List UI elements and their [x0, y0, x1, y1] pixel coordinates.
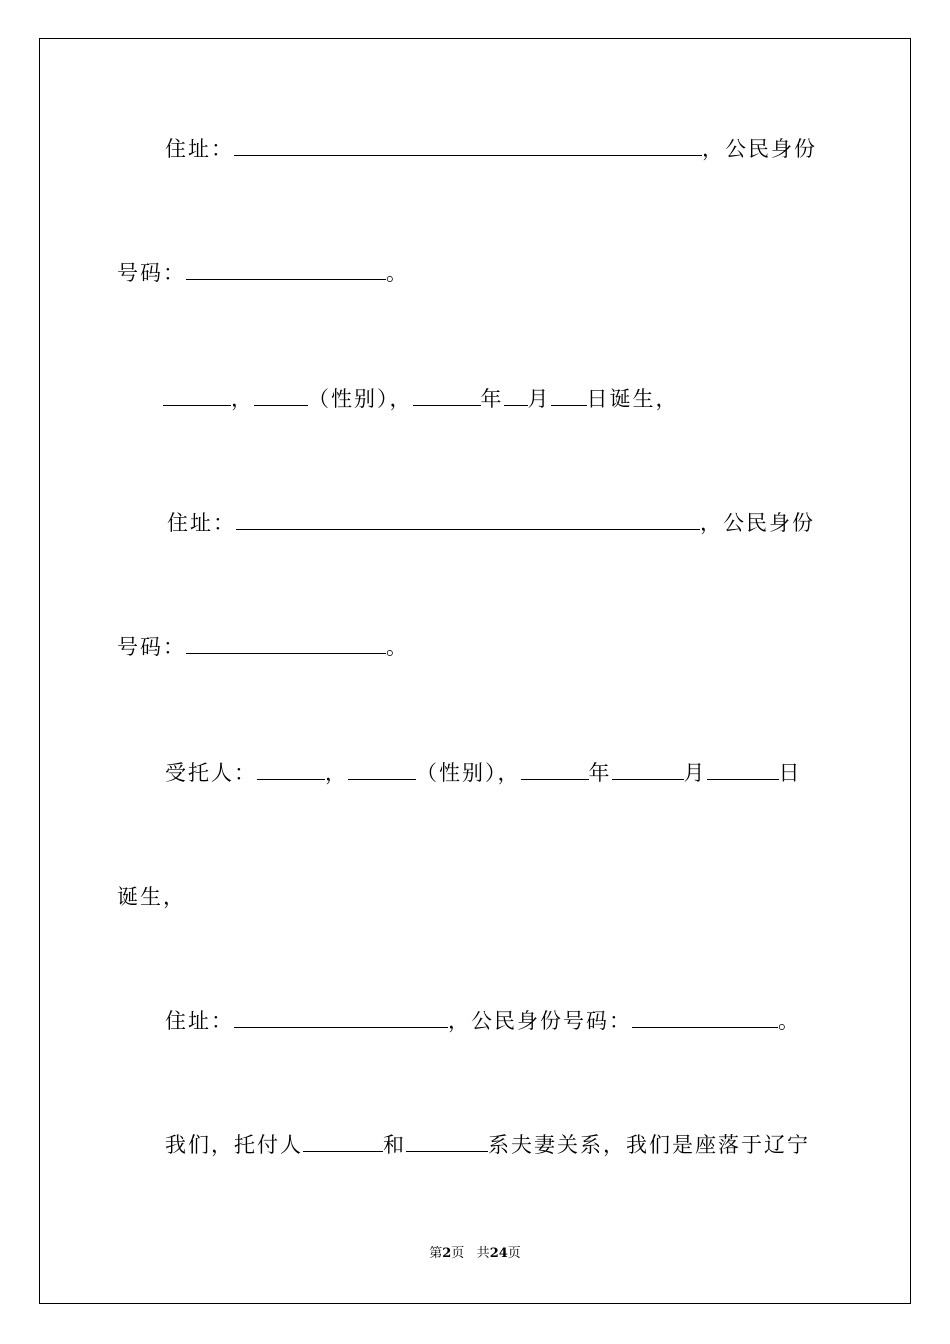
page-prefix: 第	[429, 1246, 443, 1261]
page-footer	[0, 1244, 950, 1264]
total-prefix: 共	[476, 1246, 490, 1261]
comma: ，	[231, 387, 254, 411]
year-blank[interactable]	[521, 761, 589, 780]
address-label: 住址：	[165, 137, 234, 161]
year-label: 年	[588, 761, 612, 785]
page-number: 2	[442, 1246, 452, 1261]
and-label: 和	[383, 1133, 406, 1157]
id-number-blank[interactable]	[186, 261, 386, 280]
trustee-line	[165, 758, 802, 788]
statement-start: 我们，托付人	[165, 1133, 303, 1157]
birth-label: 日诞生，	[586, 387, 679, 411]
page-frame	[39, 38, 911, 1304]
year-label: 年	[480, 387, 504, 411]
day-blank[interactable]	[707, 761, 779, 780]
day-label: 日	[778, 761, 802, 785]
statement-line	[165, 1130, 810, 1160]
page-suffix: 页	[451, 1246, 465, 1261]
month-label: 月	[683, 761, 707, 785]
total-pages: 24	[489, 1246, 508, 1261]
id-number-label: 号码：	[117, 261, 186, 285]
period: 。	[386, 635, 409, 659]
birth-line	[117, 882, 186, 912]
address-line-2	[167, 508, 815, 538]
address-blank[interactable]	[234, 137, 702, 156]
period: 。	[778, 1009, 801, 1033]
statement-end: 系夫妻关系，我们是座落于辽宁	[488, 1133, 810, 1157]
id-number-line-1	[117, 258, 409, 288]
trustee-label: 受托人：	[165, 761, 257, 785]
name-blank[interactable]	[163, 387, 231, 406]
id-number-blank[interactable]	[632, 1009, 778, 1028]
period: 。	[386, 261, 409, 285]
entrustor-2-blank[interactable]	[406, 1133, 488, 1152]
id-label-start: ，公民身份	[700, 511, 815, 535]
address-label: 住址：	[167, 511, 236, 535]
month-label: 月	[527, 387, 551, 411]
gender-blank[interactable]	[348, 761, 416, 780]
year-blank[interactable]	[413, 387, 481, 406]
id-label-start: ，公民身份	[702, 137, 817, 161]
id-number-blank[interactable]	[186, 635, 386, 654]
trustee-name-blank[interactable]	[257, 761, 325, 780]
address-line-1	[165, 134, 817, 164]
id-number-label: 号码：	[117, 635, 186, 659]
person-line-2	[163, 384, 679, 414]
gender-blank[interactable]	[254, 387, 308, 406]
gender-label: （性别），	[416, 761, 521, 785]
total-suffix: 页	[507, 1246, 521, 1261]
address-blank[interactable]	[236, 511, 700, 530]
trustee-address-line	[165, 1006, 801, 1036]
birth-label: 诞生，	[117, 885, 186, 909]
gender-label: （性别），	[308, 387, 413, 411]
month-blank[interactable]	[504, 387, 528, 406]
day-blank[interactable]	[551, 387, 587, 406]
month-blank[interactable]	[612, 761, 684, 780]
id-number-line-2	[117, 632, 409, 662]
comma: ，	[325, 761, 348, 785]
address-label: 住址：	[165, 1009, 234, 1033]
id-number-label: ，公民身份号码：	[448, 1009, 632, 1033]
entrustor-1-blank[interactable]	[303, 1133, 383, 1152]
address-blank[interactable]	[234, 1009, 448, 1028]
